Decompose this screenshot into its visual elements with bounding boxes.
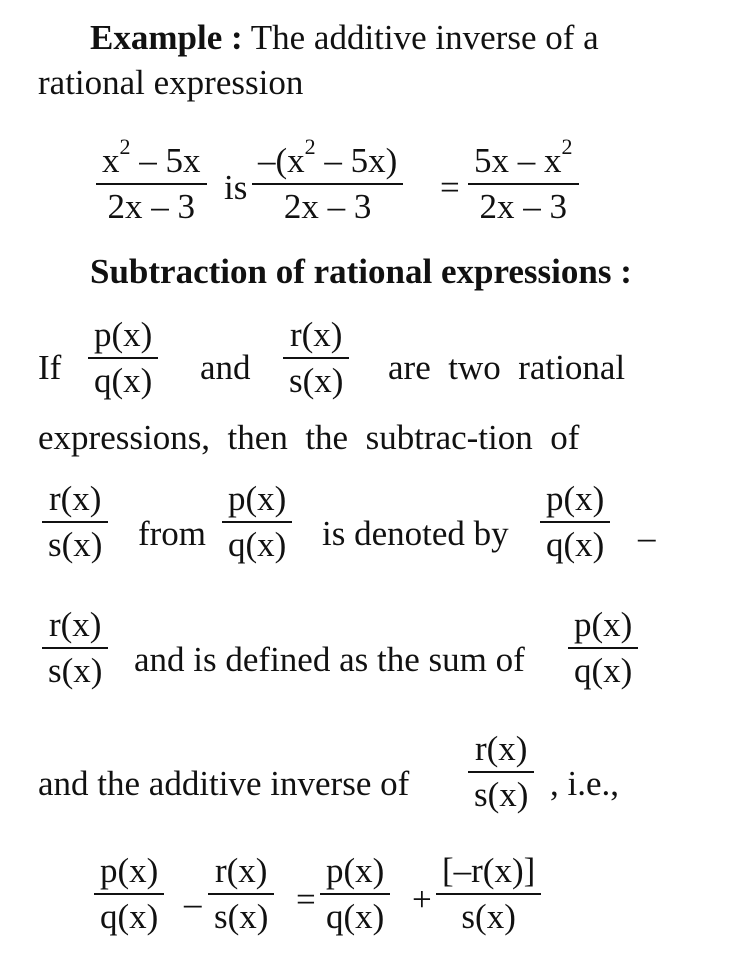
fraction-numerator: r(x)	[474, 729, 528, 768]
fraction-denominator: s(x)	[461, 897, 516, 936]
fraction-denominator: 2x – 3	[283, 187, 372, 226]
fraction-numerator: p(x)	[94, 315, 153, 354]
fraction-bar	[568, 647, 638, 649]
fraction-p-over-q-2	[222, 480, 292, 564]
fraction-numerator: p(x)	[574, 605, 633, 644]
fraction-denominator: q(x)	[326, 897, 385, 936]
eq1-fraction-3	[468, 134, 579, 226]
eq2-fraction-d	[436, 852, 541, 936]
ie-text: , i.e.,	[550, 764, 620, 803]
if-text: If	[38, 348, 62, 387]
fraction-p-over-q	[88, 316, 158, 400]
fraction-numerator: p(x)	[546, 479, 605, 518]
equals-sign: =	[296, 880, 316, 919]
fraction-numerator: $x^2 - 5x$	[102, 134, 201, 180]
denoted-by-text: is denoted by	[322, 514, 509, 553]
fraction-r-over-s	[283, 316, 349, 400]
minus-sign: –	[184, 884, 202, 923]
fraction-bar	[42, 521, 108, 523]
fraction-denominator: q(x)	[94, 361, 153, 400]
fraction-bar	[540, 521, 610, 523]
fraction-bar	[283, 357, 349, 359]
is-text: is	[224, 168, 248, 207]
fraction-denominator: q(x)	[100, 897, 159, 936]
example-line-1	[90, 18, 599, 58]
fraction-bar	[436, 893, 541, 895]
fraction-denominator: s(x)	[474, 775, 529, 814]
minus-sign: –	[638, 518, 656, 557]
fraction-numerator: r(x)	[289, 315, 343, 354]
eq2-fraction-b	[208, 852, 274, 936]
fraction-bar	[320, 893, 390, 895]
fraction-bar	[468, 771, 534, 773]
eq1-fraction-1	[96, 134, 207, 226]
fraction-bar	[468, 183, 579, 185]
example-text-2: rational expression	[38, 63, 304, 102]
eq2-fraction-c	[320, 852, 390, 936]
fraction-p-over-q-4	[568, 606, 638, 690]
fraction-denominator: q(x)	[574, 651, 633, 690]
defined-as-text: and is defined as the sum of	[134, 640, 525, 679]
additive-inverse-text: and the additive inverse of	[38, 764, 410, 803]
example-text-1: The additive inverse of a	[242, 18, 599, 57]
fraction-denominator: s(x)	[48, 525, 103, 564]
fraction-numerator: p(x)	[228, 479, 287, 518]
equals-sign: =	[440, 168, 460, 207]
fraction-bar	[208, 893, 274, 895]
fraction-bar	[222, 521, 292, 523]
fraction-numerator: [–r(x)]	[442, 851, 536, 890]
fraction-numerator: p(x)	[100, 851, 159, 890]
fraction-bar	[42, 647, 108, 649]
section-heading: Subtraction of rational expressions :	[90, 252, 632, 291]
fraction-bar	[252, 183, 403, 185]
fraction-numerator: $5x - x^2$	[474, 134, 573, 180]
are-two-rational-text: are two rational	[388, 348, 626, 387]
fraction-numerator: $-(x^2 - 5x)$	[258, 134, 398, 180]
paragraph-line-2: expressions, then the subtrac-tion of	[38, 418, 580, 457]
plus-sign: +	[412, 880, 432, 919]
fraction-r-over-s-2	[42, 480, 108, 564]
example-label: Example :	[90, 18, 243, 57]
from-text: from	[138, 514, 207, 553]
fraction-denominator: 2x – 3	[479, 187, 567, 226]
fraction-numerator: p(x)	[326, 851, 385, 890]
and-text: and	[200, 348, 251, 387]
fraction-denominator: q(x)	[546, 525, 605, 564]
fraction-denominator: 2x – 3	[107, 187, 195, 226]
fraction-denominator: s(x)	[289, 361, 344, 400]
eq1-fraction-2	[252, 134, 403, 226]
fraction-bar	[96, 183, 207, 185]
fraction-numerator: r(x)	[48, 605, 102, 644]
fraction-numerator: r(x)	[48, 479, 102, 518]
eq2-fraction-a	[94, 852, 164, 936]
fraction-r-over-s-3	[42, 606, 108, 690]
fraction-bar	[94, 893, 164, 895]
fraction-numerator: r(x)	[214, 851, 268, 890]
fraction-r-over-s-4	[468, 730, 534, 814]
fraction-denominator: q(x)	[228, 525, 287, 564]
fraction-denominator: s(x)	[214, 897, 269, 936]
fraction-p-over-q-3	[540, 480, 610, 564]
fraction-bar	[88, 357, 158, 359]
fraction-denominator: s(x)	[48, 651, 103, 690]
